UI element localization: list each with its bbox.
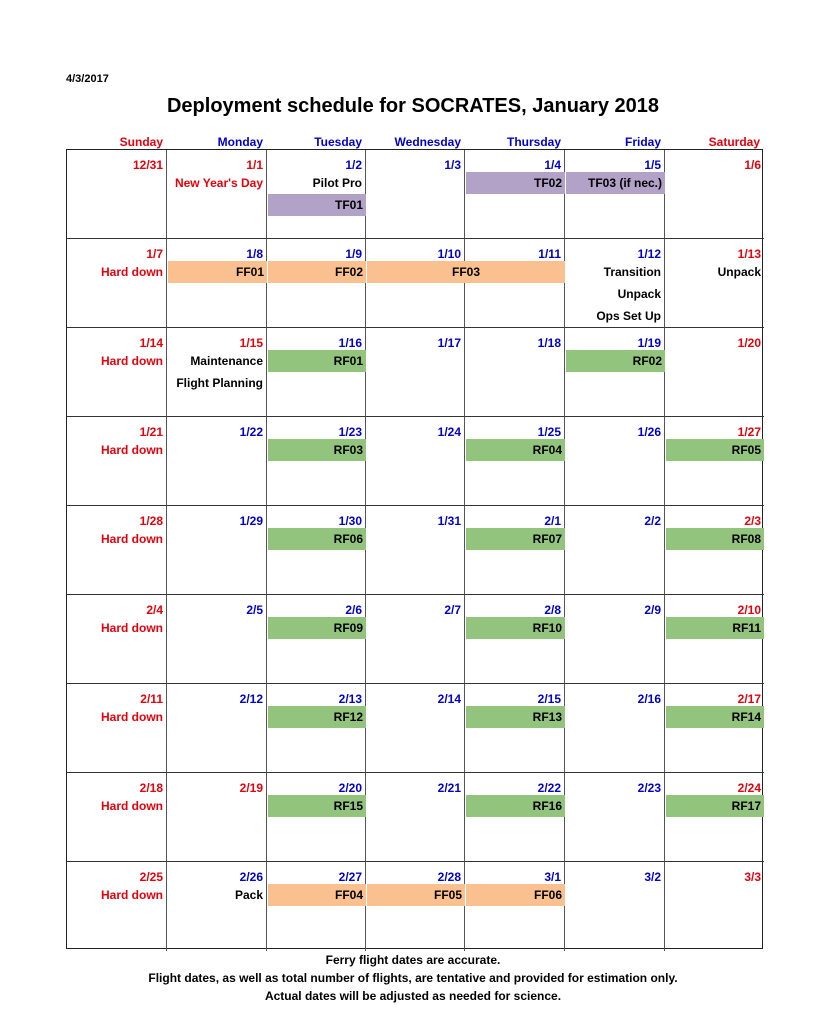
day-note: Transition <box>603 265 661 279</box>
footer-note: Ferry flight dates are accurate. <box>325 953 501 967</box>
day-cell <box>67 595 167 684</box>
day-cell <box>67 417 167 506</box>
research-flight-band: RF13 <box>466 706 565 728</box>
day-cell <box>67 239 167 328</box>
day-cell <box>565 684 665 773</box>
day-cell <box>366 239 465 328</box>
day-date: 2/23 <box>637 781 661 795</box>
day-date: 1/11 <box>538 247 561 261</box>
day-date: 1/27 <box>737 425 761 439</box>
day-note: Flight Planning <box>176 376 263 390</box>
day-date: 1/22 <box>239 425 263 439</box>
research-flight-band: RF14 <box>666 706 764 728</box>
day-cell <box>665 862 764 951</box>
day-cell <box>167 684 267 773</box>
day-date: 2/12 <box>239 692 263 706</box>
day-cell <box>267 595 366 684</box>
ferry-flight-band: FF05 <box>367 884 465 906</box>
research-flight-band: RF12 <box>268 706 366 728</box>
day-date: 1/26 <box>637 425 661 439</box>
research-flight-band: RF03 <box>268 439 366 461</box>
day-date: 2/8 <box>544 603 561 617</box>
day-cell <box>67 328 167 417</box>
weekday-header-row <box>66 135 763 149</box>
day-cell <box>565 239 665 328</box>
day-date: 2/3 <box>744 514 761 528</box>
day-date: 2/26 <box>239 870 263 884</box>
day-cell <box>665 328 764 417</box>
day-date: 2/5 <box>246 603 263 617</box>
day-date: 2/4 <box>146 603 163 617</box>
day-cell <box>267 684 366 773</box>
day-cell <box>366 150 465 239</box>
ferry-flight-band: FF06 <box>466 884 565 906</box>
day-date: 3/2 <box>644 870 661 884</box>
day-cell <box>465 150 565 239</box>
day-cell <box>267 417 366 506</box>
day-date: 2/17 <box>737 692 761 706</box>
day-cell <box>167 417 267 506</box>
day-date: 2/2 <box>644 514 661 528</box>
day-cell <box>465 773 565 862</box>
day-cell <box>167 773 267 862</box>
day-note: Unpack <box>717 265 761 279</box>
research-flight-band: RF01 <box>268 350 366 372</box>
day-note: Hard down <box>101 265 163 279</box>
day-date: 1/4 <box>544 158 561 172</box>
day-date: 2/27 <box>338 870 362 884</box>
day-cell <box>465 862 565 951</box>
day-cell <box>465 684 565 773</box>
day-date: 2/13 <box>338 692 362 706</box>
day-cell <box>565 150 665 239</box>
day-date: 1/14 <box>139 336 163 350</box>
day-date: 1/18 <box>537 336 561 350</box>
weekday-saturday: Saturday <box>708 135 760 149</box>
day-cell <box>665 684 764 773</box>
day-note: Hard down <box>101 354 163 368</box>
day-note: Ops Set Up <box>596 309 661 323</box>
day-cell <box>665 773 764 862</box>
day-date: 1/6 <box>744 158 761 172</box>
day-note: New Year's Day <box>174 176 263 190</box>
day-cell <box>366 328 465 417</box>
day-cell <box>366 684 465 773</box>
day-cell <box>665 417 764 506</box>
day-date: 1/21 <box>139 425 163 439</box>
ferry-flight-band: FF03 <box>367 261 565 283</box>
day-date: 2/22 <box>537 781 561 795</box>
day-cell <box>565 417 665 506</box>
day-note: Hard down <box>101 888 163 902</box>
day-cell <box>465 239 565 328</box>
day-note: Unpack <box>617 287 661 301</box>
day-date: 2/24 <box>737 781 761 795</box>
ferry-flight-band: FF01 <box>168 261 267 283</box>
day-date: 2/7 <box>444 603 461 617</box>
day-date: 2/21 <box>437 781 461 795</box>
day-cell <box>665 150 764 239</box>
test-flight-band: TF02 <box>466 172 565 194</box>
day-date: 2/11 <box>140 692 163 706</box>
day-date: 1/8 <box>246 247 263 261</box>
day-note: Hard down <box>101 710 163 724</box>
weekday-friday: Friday <box>624 135 661 149</box>
day-date: 3/1 <box>544 870 561 884</box>
day-date: 1/25 <box>537 425 561 439</box>
test-flight-band: TF01 <box>268 194 366 216</box>
day-cell <box>366 773 465 862</box>
day-date: 12/31 <box>132 158 163 172</box>
day-cell <box>665 506 764 595</box>
day-date: 1/13 <box>737 247 761 261</box>
day-cell <box>565 862 665 951</box>
research-flight-band: RF08 <box>666 528 764 550</box>
day-date: 2/19 <box>239 781 263 795</box>
day-date: 1/30 <box>338 514 362 528</box>
day-cell <box>465 506 565 595</box>
day-date: 2/9 <box>644 603 661 617</box>
day-date: 1/3 <box>444 158 461 172</box>
day-cell <box>267 506 366 595</box>
day-date: 2/15 <box>537 692 561 706</box>
day-date: 2/14 <box>437 692 461 706</box>
day-cell <box>565 328 665 417</box>
research-flight-band: RF04 <box>466 439 565 461</box>
day-date: 1/12 <box>637 247 661 261</box>
research-flight-band: RF02 <box>566 350 665 372</box>
day-cell <box>167 328 267 417</box>
footer-note: Actual dates will be adjusted as needed for science. <box>264 989 562 1003</box>
day-cell <box>267 862 366 951</box>
weekday-sunday: Sunday <box>119 135 163 149</box>
day-cell <box>167 506 267 595</box>
day-cell <box>366 506 465 595</box>
day-cell <box>465 595 565 684</box>
day-date: 2/25 <box>139 870 163 884</box>
day-date: 2/16 <box>637 692 661 706</box>
ferry-flight-band: FF02 <box>268 261 366 283</box>
day-cell <box>167 150 267 239</box>
research-flight-band: RF17 <box>666 795 764 817</box>
day-cell <box>267 328 366 417</box>
print-date: 4/3/2017 <box>66 73 109 85</box>
day-cell <box>167 862 267 951</box>
day-note: Pilot Pro <box>312 176 362 190</box>
day-cell <box>67 684 167 773</box>
research-flight-band: RF09 <box>268 617 366 639</box>
research-flight-band: RF16 <box>466 795 565 817</box>
day-date: 1/16 <box>338 336 362 350</box>
day-note: Hard down <box>101 621 163 635</box>
day-cell <box>465 417 565 506</box>
footer-notes <box>0 951 826 1005</box>
test-flight-band: TF03 (if nec.) <box>566 172 665 194</box>
day-date: 1/5 <box>644 158 661 172</box>
calendar-grid <box>66 149 763 949</box>
day-cell <box>366 417 465 506</box>
research-flight-band: RF11 <box>666 617 764 639</box>
day-note: Hard down <box>101 443 163 457</box>
day-date: 2/28 <box>437 870 461 884</box>
day-date: 2/6 <box>345 603 362 617</box>
day-cell <box>67 862 167 951</box>
day-note: Hard down <box>101 532 163 546</box>
day-cell <box>366 862 465 951</box>
day-date: 1/28 <box>139 514 163 528</box>
day-cell <box>67 506 167 595</box>
footer-note: Flight dates, as well as total number of flights, are tentative and provided for estimation only. <box>148 971 678 985</box>
research-flight-band: RF10 <box>466 617 565 639</box>
day-date: 1/29 <box>239 514 263 528</box>
day-cell <box>67 150 167 239</box>
day-cell <box>665 239 764 328</box>
day-cell <box>565 773 665 862</box>
day-date: 1/10 <box>437 247 461 261</box>
day-cell <box>167 239 267 328</box>
day-date: 1/23 <box>338 425 362 439</box>
research-flight-band: RF06 <box>268 528 366 550</box>
day-date: 1/15 <box>239 336 263 350</box>
day-date: 3/3 <box>744 870 761 884</box>
day-cell <box>465 328 565 417</box>
day-cell <box>565 595 665 684</box>
research-flight-band: RF05 <box>666 439 764 461</box>
weekday-thursday: Thursday <box>506 135 561 149</box>
day-note: Pack <box>234 888 263 902</box>
day-date: 2/1 <box>544 514 561 528</box>
day-note: Maintenance <box>190 354 263 368</box>
day-date: 1/9 <box>345 247 362 261</box>
day-cell <box>366 595 465 684</box>
day-cell <box>267 239 366 328</box>
day-cell <box>665 595 764 684</box>
ferry-flight-band: FF04 <box>268 884 366 906</box>
day-date: 1/31 <box>437 514 461 528</box>
day-note: Hard down <box>101 799 163 813</box>
day-date: 1/7 <box>146 247 163 261</box>
day-cell <box>565 506 665 595</box>
day-date: 1/2 <box>345 158 362 172</box>
day-cell <box>167 595 267 684</box>
weekday-tuesday: Tuesday <box>314 135 362 149</box>
day-date: 2/10 <box>737 603 761 617</box>
research-flight-band: RF15 <box>268 795 366 817</box>
research-flight-band: RF07 <box>466 528 565 550</box>
weekday-monday: Monday <box>217 135 263 149</box>
day-date: 1/24 <box>437 425 461 439</box>
day-date: 1/19 <box>637 336 661 350</box>
page-title: Deployment schedule for SOCRATES, January 2018 <box>166 95 659 117</box>
day-cell <box>267 773 366 862</box>
weekday-wednesday: Wednesday <box>394 135 461 149</box>
day-date: 1/1 <box>246 158 263 172</box>
day-date: 2/20 <box>338 781 362 795</box>
day-date: 2/18 <box>139 781 163 795</box>
day-date: 1/20 <box>737 336 761 350</box>
day-date: 1/17 <box>437 336 461 350</box>
day-cell <box>67 773 167 862</box>
